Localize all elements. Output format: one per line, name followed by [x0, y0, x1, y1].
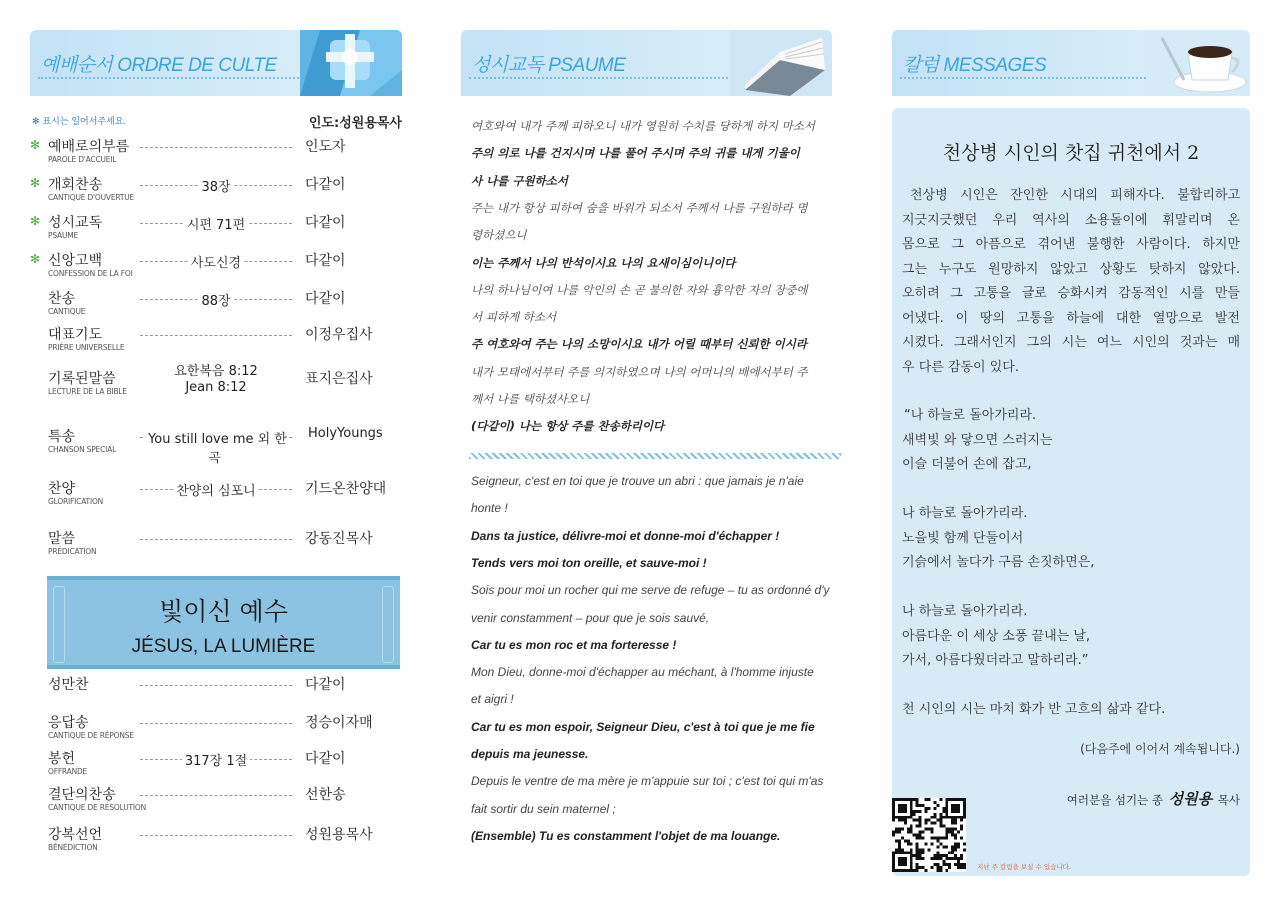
order-item-person: 강동진목사	[305, 531, 373, 547]
order-of-service-column	[30, 30, 402, 852]
order-item-person: 정승이자매	[305, 715, 373, 731]
order-item-person: 인도자	[305, 139, 346, 155]
order-item-detail	[140, 214, 292, 233]
order-item-person: 성원용목사	[305, 827, 373, 843]
stand-note: ✻ 표시는 일어서주세요.	[32, 117, 127, 127]
signature	[1067, 788, 1240, 809]
signature-name: 성원용	[1168, 790, 1213, 808]
header-divider	[900, 77, 1150, 79]
stand-mark-icon: ✻	[30, 176, 41, 190]
order-item-fr: CANTIQUE D'OUVERTUE	[48, 193, 135, 202]
order-item-name: 결단의찬송	[48, 787, 116, 803]
dashed-leader	[140, 539, 292, 540]
order-item-person: 다같이	[305, 253, 346, 269]
order-item-person: 표지은집사	[305, 371, 373, 387]
detail-line-2: Jean 8:12	[185, 380, 247, 395]
psalm-line: venir constamment – pour que je sois sauvé,	[471, 610, 710, 625]
psalm-line: honte !	[471, 501, 508, 516]
detail-line-1: 요한복음 8:12	[174, 364, 258, 379]
psalm-line: 나의 하나님이여 나를 악인의 손 곧 불의한 자와 흉악한 자의 장중에	[471, 282, 808, 297]
order-item-detail	[140, 480, 292, 499]
poem-line: 이슬 더불어 손에 잡고,	[902, 457, 1032, 472]
psalm-column	[461, 30, 832, 843]
dashed-leader	[140, 147, 292, 148]
psalm-line: Sois pour moi un rocher qui me serve de refuge – tu as ordonné d'y	[471, 583, 830, 598]
psalm-line: 주 여호와여 주는 나의 소망이시요 내가 어릴 때부터 신뢰한 이시라	[471, 337, 807, 352]
to-be-continued: (다음주에 이어서 계속됩니다.)	[1080, 742, 1240, 756]
order-item-detail-text: 찬양의 심포니	[173, 484, 258, 499]
column-panel	[892, 108, 1250, 876]
dashed-leader	[140, 835, 292, 836]
signature-prefix: 여러분을 섬기는 종	[1066, 793, 1163, 807]
order-item-person: 다같이	[305, 677, 346, 693]
order-item-person: 다같이	[305, 751, 346, 767]
order-item-name: 특송	[48, 429, 76, 445]
order-item-name: 말씀	[48, 531, 76, 547]
column-paragraph-line: 어냈다. 이 땅의 고통을 하늘에 대한 열망으로 발전	[902, 310, 1240, 326]
order-item-detail-text: 시편 71편	[184, 218, 248, 233]
psalm-line: 이는 주께서 나의 반석이시요 나의 요새이심이니이다	[471, 255, 736, 270]
order-item-name: 대표기도	[48, 327, 103, 343]
poem-line: 기슭에서 놀다가 구름 손짓하면은,	[902, 555, 1095, 570]
dashed-leader	[140, 335, 292, 336]
psalm-line: Dans ta justice, délivre-moi et donne-moi d'échapper !	[471, 528, 780, 543]
column-paragraph-line: 몸으로 그 아픔으로 겪어낸 불행한 사람이다. 하지만	[902, 237, 1240, 252]
order-item-detail-text: 사도신경	[188, 256, 244, 271]
psalm-line: 주의 의로 나를 건지시며 나를 풀어 주시며 주의 귀를 내게 기울이	[471, 146, 800, 161]
order-item-fr: LECTURE DE LA BIBLE	[48, 387, 127, 396]
psalm-separator	[469, 453, 841, 459]
psalm-line: Mon Dieu, donne-moi d'échapper au méchant, à l'homme injuste	[471, 665, 814, 680]
order-item-person: 다같이	[305, 215, 346, 231]
poem-line: “나 하늘로 돌아가리라.	[904, 408, 1037, 423]
psalm-line: Car tu es mon espoir, Seigneur Dieu, c'est à toi que je me fie	[471, 719, 815, 734]
psalm-line: 내가 모태에서부터 주를 의지하였으며 나의 어머니의 배에서부터 주	[471, 364, 808, 379]
order-item-name: 찬양	[48, 481, 76, 497]
order-item-person: 선한송	[305, 787, 346, 803]
poem-line: 아름다운 이 세상 소풍 끝내는 날,	[902, 628, 1091, 644]
psalm-line: Car tu es mon roc et ma forteresse !	[471, 637, 677, 652]
column-paragraph-line: 천상병 시인은 잔인한 시대의 피해자다. 불합리하고	[910, 188, 1240, 203]
psalm-line: 령하셨으니	[471, 228, 527, 243]
psalm-line: Seigneur, c'est en toi que je trouve un abri : que jamais je n'aie	[471, 474, 804, 488]
order-item-fr: CANTIQUE DE RÉSOLUTION	[48, 803, 146, 812]
poem-line: 노을빛 함께 단둘이서	[902, 530, 1024, 546]
header-divider	[38, 77, 302, 79]
order-header	[30, 30, 402, 96]
psalm-line: 께서 나를 택하셨사오니	[471, 392, 590, 406]
sermon-title-ko: 빛이신 예수	[159, 597, 288, 626]
psalm-line: et aigri !	[471, 692, 514, 707]
order-header-title: 예배순서 ORDRE DE CULTE	[41, 55, 277, 76]
order-item-detail	[140, 364, 292, 396]
order-item-detail	[140, 750, 292, 769]
stained-glass-icon	[300, 30, 402, 96]
order-item-fr: OFFRANDE	[48, 767, 88, 776]
poem-line: 나 하늘로 돌아가리라.	[902, 506, 1028, 521]
psalm-line: Tends vers moi ton oreille, et sauve-moi !	[471, 555, 707, 570]
order-item-detail	[140, 176, 292, 195]
order-item-person: 이정우집사	[305, 327, 373, 343]
order-item-person: 다같이	[305, 291, 346, 307]
order-item-detail-text: 38장	[198, 180, 233, 195]
order-item-person: 기드온찬양대	[305, 481, 387, 497]
order-item-name: 개회찬송	[48, 177, 103, 193]
order-item-name: 기록된말씀	[48, 371, 116, 387]
order-item-detail-text: 317장 1절	[182, 754, 250, 769]
order-item-detail	[140, 252, 292, 271]
order-item-detail-text: You still love me 외 한 곡	[145, 432, 287, 466]
order-item-detail-text: 88장	[198, 294, 233, 309]
dashed-leader	[140, 685, 292, 686]
order-item-fr: PSAUME	[48, 231, 79, 240]
order-item-fr: BÉNÉDICTION	[48, 843, 98, 852]
column-paragraph-line: 시켰다. 그래서인지 그의 시는 여느 시인의 것과는 매	[902, 335, 1240, 350]
order-item-fr: CANTIQUE	[48, 307, 86, 316]
coffee-cup-icon	[1148, 30, 1250, 96]
column-paragraph-line: 우 다른 감동이 있다.	[902, 359, 1019, 375]
poem-line: 나 하늘로 돌아가리라.	[902, 604, 1028, 619]
psalm-line: 사 나를 구원하소서	[471, 173, 568, 188]
worship-leader: 인도:성원용목사	[308, 116, 402, 131]
psalm-header	[461, 30, 832, 96]
poem-line: 새벽빛 와 닿으면 스러지는	[902, 432, 1053, 448]
note-row	[30, 112, 402, 131]
order-item-fr: PRÉDICATION	[48, 547, 97, 556]
order-item-detail	[140, 428, 292, 466]
order-item-fr: PRIÈRE UNIVERSELLE	[48, 343, 125, 352]
psalm-line: 주는 내가 항상 피하여 숨을 바위가 되소서 주께서 나를 구원하라 명	[471, 200, 808, 215]
stand-mark-icon: ✻	[30, 138, 41, 152]
stand-mark-icon: ✻	[30, 252, 41, 266]
psalm-header-title: 성시교독 PSAUME	[472, 55, 626, 76]
poem-line: 가서, 아름다웠더라고 말하리라.”	[902, 653, 1089, 668]
order-item-person: HolyYoungs	[308, 426, 383, 441]
sermon-banner	[47, 576, 400, 669]
messages-header	[892, 30, 1250, 96]
header-divider	[469, 77, 732, 79]
column-paragraph-line: 오히려 그 고통을 글로 승화시켜 감동적인 시를 만들	[902, 286, 1240, 301]
order-item-name: 예배로의부름	[48, 139, 130, 155]
order-item-name: 강복선언	[48, 827, 103, 843]
order-item-detail	[140, 290, 292, 309]
order-item-name: 성만찬	[48, 677, 89, 693]
psalm-line: fait sortir du sein maternel ;	[471, 801, 616, 816]
psalm-line: depuis ma jeunesse.	[471, 747, 589, 761]
dashed-leader	[140, 723, 292, 724]
psalm-line: 서 피하게 하소서	[471, 310, 557, 325]
qr-note: 지난 주 칼럼을 보실 수 있습니다.	[977, 863, 1072, 871]
order-item-person: 다같이	[305, 177, 346, 193]
column-title: 천상병 시인의 찻집 귀천에서 2	[942, 142, 1200, 164]
order-item-fr: CANTIQUE DE RÉPONSE	[48, 731, 134, 740]
order-item-fr: CHANSON SPECIAL	[48, 445, 117, 454]
order-item-name: 찬송	[48, 291, 76, 307]
order-item-name: 응답송	[48, 715, 89, 731]
order-item-fr: PAROLE D'ACCUEIL	[48, 155, 117, 164]
messages-header-title: 칼럼 MESSAGES	[903, 55, 1047, 76]
dashed-leader	[140, 795, 292, 796]
order-item-fr: GLORIFICATION	[48, 497, 104, 506]
sermon-title-fr: JÉSUS, LA LUMIÈRE	[131, 636, 316, 657]
qr-code-icon[interactable]	[892, 798, 966, 872]
psalm-line: 여호와여 내가 주께 피하오니 내가 영원히 수치를 당하게 하지 마소서	[471, 119, 815, 133]
order-item-fr: CONFESSION DE LA FOI	[48, 269, 133, 278]
open-book-icon	[730, 30, 832, 96]
psalm-line: (다같이) 나는 항상 주를 찬송하리이다	[471, 419, 665, 434]
psalm-line: (Ensemble) Tu es constamment l'objet de ma louange.	[471, 828, 781, 843]
order-item-name: 성시교독	[48, 215, 103, 231]
order-item-name: 봉헌	[48, 751, 76, 767]
psalm-line: Depuis le ventre de ma mère je m'appuie sur toi ; c'est toi qui m'as	[471, 774, 824, 789]
order-item-name: 신앙고백	[48, 253, 103, 269]
column-paragraph-line: 그는 누구도 원망하지 않았고 상황도 탓하지 않았다.	[902, 261, 1240, 277]
stand-mark-icon: ✻	[30, 214, 41, 228]
signature-suffix: 목사	[1217, 793, 1240, 807]
column-paragraph-line: 지긋지긋했던 우리 역사의 소용돌이에 휘말리며 온	[902, 212, 1240, 228]
messages-column	[892, 30, 1250, 871]
column-closing: 천 시인의 시는 마치 화가 반 고흐의 삶과 같다.	[902, 702, 1166, 717]
